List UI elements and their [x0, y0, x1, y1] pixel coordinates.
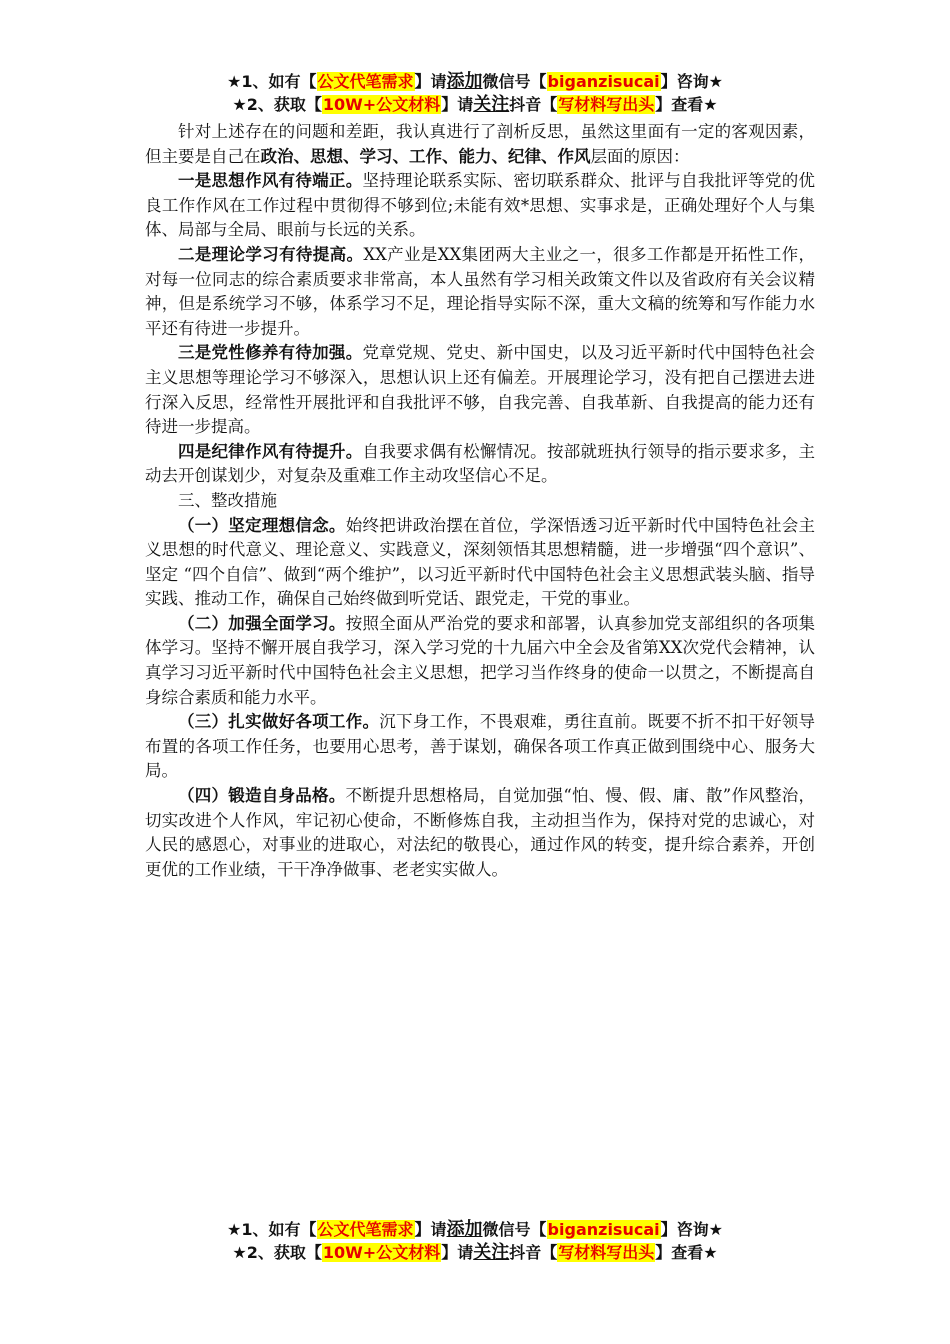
reason-lead: 一是思想作风有待端正。: [178, 171, 363, 191]
banner-line-1: [0, 1218, 950, 1241]
reason-text: 自我要求偶有松懈情况。按部就班执行领导的指示要求多，主动去开创谋划少，对复杂及重难工作主动攻坚信心不足。: [145, 441, 816, 486]
reason-paragraph: [145, 243, 815, 341]
intro-bold-text: 政治、思想、学习、工作、能力、纪律、作风: [260, 146, 591, 166]
reason-lead: 二是理论学习有待提高。: [178, 244, 364, 264]
reason-lead: 四是纪律作风有待提升。: [178, 441, 363, 461]
highlight-text: 写材料写出头: [558, 1243, 655, 1262]
underlined-text: 添加: [446, 71, 483, 92]
measure-text: 始终把讲政治摆在首位，学深悟透习近平新时代中国特色社会主义思想的时代意义、理论意义、实践意义，深刻领悟其思想精髓，进一步增强“四个意识”、坚定 “四个自信”、做到“两个维护”，以习近平新时代中国特色社会主义思想武装头脑、指导实践、推动工作，确保自己始终做到听党话、跟党走，干党的事业。: [145, 515, 816, 609]
banner-text: 】请: [441, 95, 474, 114]
banner-text: 抖音【: [509, 1243, 558, 1262]
highlight-text: 公文代笔需求: [317, 72, 414, 91]
measure-lead: （四）锻造自身品格。: [178, 786, 346, 806]
reason-text: 党章党规、党史、新中国史，以及习近平新时代中国特色社会主义思想等理论学习不够深入，思想认识上还有偏差。开展理论学习，没有把自己摆进去进行深入反思，经常性开展批评和自我批评不够，自我完善、自我革新、自我提高的能力还有待进一步提高。: [145, 343, 816, 437]
underlined-text: 关注: [473, 94, 510, 115]
highlight-text: 10W+公文材料: [322, 1243, 441, 1262]
measure-lead: （三）扎实做好各项工作。: [178, 712, 380, 732]
measure-paragraph: [145, 612, 815, 710]
measure-paragraph: [145, 514, 815, 612]
highlight-text: 公文代笔需求: [317, 1220, 414, 1239]
footer-banner: [0, 1218, 950, 1264]
banner-line-2: [0, 1241, 950, 1264]
highlight-text: biganzisucai: [547, 72, 660, 91]
reason-text: XX产业是XX集团两大主业之一，很多工作都是开拓性工作，对每一位同志的综合素质要求非常高，本人虽然有学习相关政策文件以及省政府有关会议精神，但是系统学习不够，体系学习不足，理论指导实际不深，重大文稿的统筹和写作能力水平还有待进一步提升。: [145, 244, 815, 338]
measure-paragraph: [145, 710, 815, 784]
highlight-text: biganzisucai: [547, 1220, 660, 1239]
banner-text: 】请: [441, 1243, 474, 1262]
measure-text: 沉下身工作，不畏艰难，勇往直前。既要不折不扣干好领导布置的各项工作任务，也要用心思考，善于谋划，确保各项工作真正做到围绕中心、服务大局。: [145, 712, 816, 781]
banner-text: 】查看★: [655, 95, 718, 114]
banner-text: ★1、如有【: [227, 1220, 317, 1239]
reason-text: 坚持理论联系实际、密切联系群众、批评与自我批评等党的优良工作作风在工作过程中贯彻得不够到位;未能有效*思想、实事求是，正确处理好个人与集体、局部与全局、眼前与长远的关系。: [145, 171, 816, 240]
underlined-text: 添加: [446, 1219, 483, 1240]
banner-text: 】咨询★: [660, 72, 723, 91]
measure-paragraph: [145, 784, 815, 882]
measure-text: 不断提升思想格局，自觉加强“怕、慢、假、庸、散”作风整治，切实改进个人作风，牢记初心使命，不断修炼自我，主动担当作为，保持对党的忠诚心，对人民的感恩心，对事业的进取心，对法纪的敬畏心，通过作风的转变，提升综合素养，开创更优的工作业绩，干干净净做事、老老实实做人。: [145, 786, 816, 879]
banner-text: 】请: [414, 72, 447, 91]
banner-text: 微信号【: [482, 72, 547, 91]
banner-text: ★2、获取【: [232, 95, 322, 114]
intro-text: 层面的原因：: [590, 146, 690, 166]
intro-paragraph: [145, 120, 815, 169]
banner-line-2: [0, 93, 950, 116]
reason-paragraph: [145, 341, 815, 439]
document-body: [145, 120, 815, 882]
banner-text: ★2、获取【: [232, 1243, 322, 1262]
highlight-text: 10W+公文材料: [322, 95, 441, 114]
banner-text: ★1、如有【: [227, 72, 317, 91]
underlined-text: 关注: [473, 1242, 510, 1263]
reason-lead: 三是党性修养有待加强。: [178, 343, 363, 363]
banner-line-1: [0, 70, 950, 93]
banner-text: 抖音【: [509, 95, 558, 114]
header-banner: [0, 70, 950, 116]
reason-paragraph: [145, 440, 815, 489]
banner-text: 】查看★: [655, 1243, 718, 1262]
measure-lead: （二）加强全面学习。: [178, 613, 346, 633]
banner-text: 微信号【: [482, 1220, 547, 1239]
banner-text: 】请: [414, 1220, 447, 1239]
measure-lead: （一）坚定理想信念。: [178, 515, 346, 535]
intro-text: 针对上述存在的问题和差距，我认真进行了剖析反思，虽然这里面有一定的客观因素，但主要是自己在: [145, 122, 815, 166]
section-heading: 三、整改措施: [178, 490, 277, 510]
measure-text: 按照全面从严治党的要求和部署，认真参加党支部组织的各项集体学习。坚持不懈开展自我学习，深入学习党的十九届六中全会及省第XX次党代会精神，认真学习习近平新时代中国特色社会主义思想，把学习当作终身的使命一以贯之，不断提高自身综合素质和能力水平。: [145, 613, 816, 707]
highlight-text: 写材料写出头: [558, 95, 655, 114]
reason-paragraph: [145, 169, 815, 243]
banner-text: 】咨询★: [660, 1220, 723, 1239]
